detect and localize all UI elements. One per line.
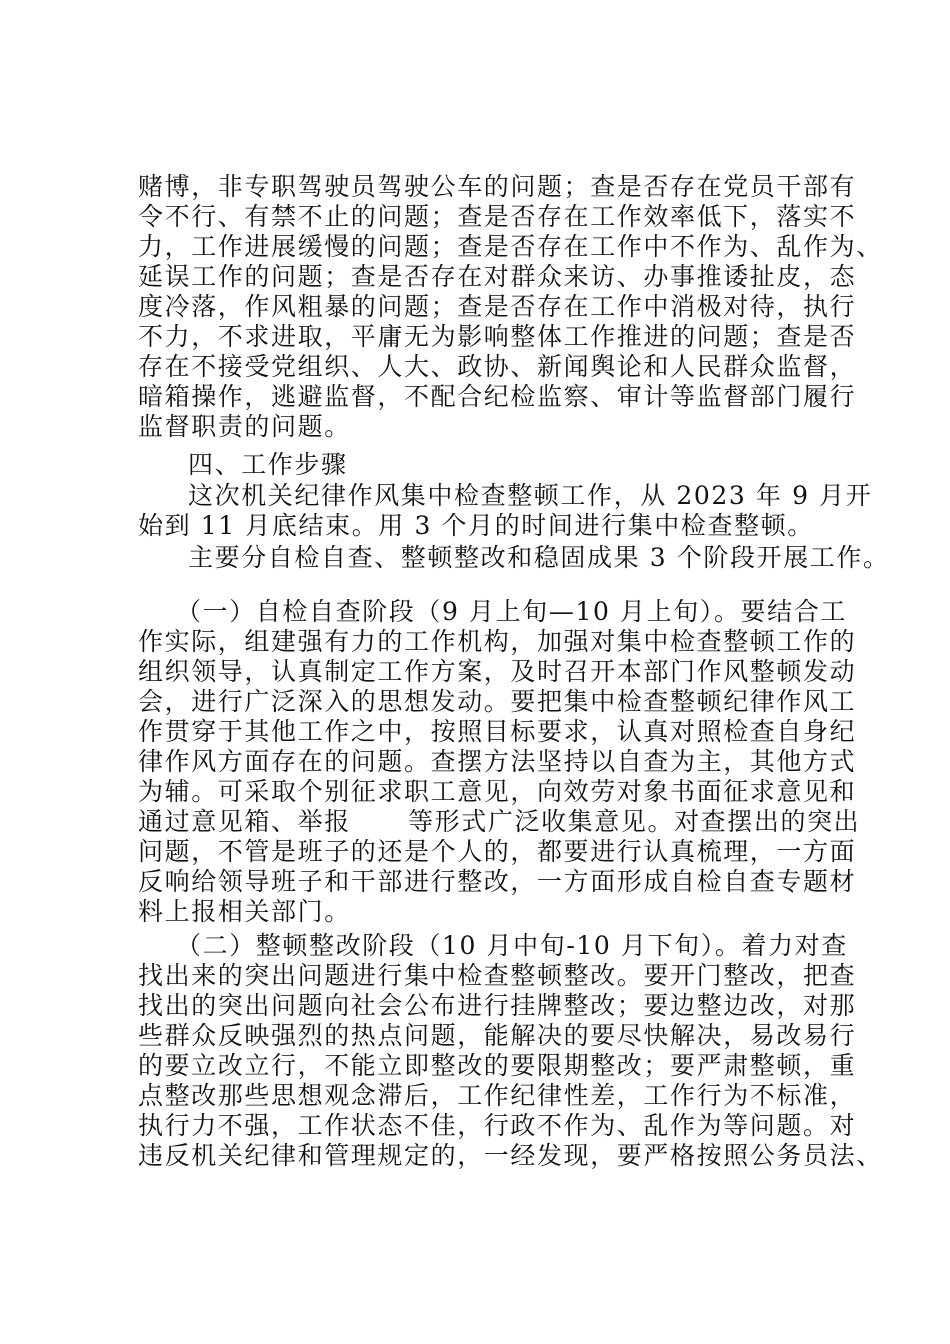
section-heading-work-steps — [138, 450, 828, 480]
text-line: 作实际，组建强有力的工作机构，加强对集中检查整顿工作的 — [138, 627, 857, 656]
text-line: 点整改那些思想观念滞后，工作纪律性差，工作行为不标准， — [138, 1081, 857, 1110]
text-line: 不力，不求进取，平庸无为影响整体工作推进的问题；查是否 — [138, 322, 857, 351]
text-line: 始到 11 月底结束。用 3 个月的时间进行集中检查整顿。 — [138, 511, 814, 540]
text-line: 找出来的突出问题进行集中检查整顿整改。要开门整改，把查 — [138, 961, 857, 990]
paragraph-inspection-items — [138, 172, 883, 442]
text-line: 律作风方面存在的问题。查摆方法坚持以自查为主，其他方式 — [138, 747, 857, 776]
text-line: 监督职责的问题。 — [138, 412, 351, 441]
text-line: 料上报相关部门。 — [138, 897, 351, 926]
text-line: 会，进行广泛深入的思想发动。要把集中检查整顿纪律作风工 — [138, 687, 857, 716]
paragraph-stage-two — [138, 931, 883, 1171]
text-line: 令不行、有禁不止的问题；查是否存在工作效率低下，落实不 — [138, 202, 857, 231]
text-line: 延误工作的问题；查是否存在对群众来访、办事推诿扯皮，态 — [138, 262, 857, 291]
paragraph-stage-one — [138, 597, 861, 927]
text-line: 反响给领导班子和干部进行整改，一方面形成自检自查专题材 — [138, 867, 857, 896]
text-line: （一）自检自查阶段（9 月上旬—10 月上旬）。要结合工 — [176, 597, 847, 626]
text-line: 这次机关纪律作风集中检查整顿工作，从 2023 年 9 月开 — [188, 481, 873, 510]
text-line: 通过意见箱、举报 等形式广泛收集意见。对查摆出的突出 — [138, 807, 861, 836]
text-line: 作贯穿于其他工作之中，按照目标要求，认真对照检查自身纪 — [138, 717, 857, 746]
text-line: 找出的突出问题向社会公布进行挂牌整改；要边整边改，对那 — [138, 991, 857, 1020]
text-line: 为辅。可采取个别征求职工意见，向效劳对象书面征求意见和 — [138, 777, 857, 806]
text-line: 的要立改立行，不能立即整改的要限期整改；要严肃整顿，重 — [138, 1051, 857, 1080]
text-line: 主要分自检自查、整顿整改和稳固成果 3 个阶段开展工作。 — [188, 543, 890, 572]
text-line: 暗箱操作，逃避监督，不配合纪检监察、审计等监督部门履行 — [138, 382, 857, 411]
paragraph-timeline — [138, 481, 873, 541]
text-line: 违反机关纪律和管理规定的，一经发现，要严格按照公务员法、 — [138, 1141, 883, 1170]
text-line: 执行力不强，工作状态不佳，行政不作为、乱作为等问题。对 — [138, 1111, 857, 1140]
text-line: 赌博，非专职驾驶员驾驶公车的问题；查是否存在党员干部有 — [138, 172, 857, 201]
text-line: 些群众反映强烈的热点问题，能解决的要尽快解决，易改易行 — [138, 1021, 857, 1050]
paragraph-stages-overview — [138, 543, 890, 573]
text-line: 存在不接受党组织、人大、政协、新闻舆论和人民群众监督， — [138, 352, 857, 381]
text-line: 组织领导，认真制定工作方案，及时召开本部门作风整顿发动 — [138, 657, 857, 686]
text-line: （二）整顿整改阶段（10 月中旬-10 月下旬）。着力对查 — [176, 931, 848, 960]
text-line: 问题，不管是班子的还是个人的，都要进行认真梳理，一方面 — [138, 837, 857, 866]
text-line: 度冷落，作风粗暴的问题；查是否存在工作中消极对待，执行 — [138, 292, 857, 321]
text-line: 力，工作进展缓慢的问题；查是否存在工作中不作为、乱作为、 — [138, 232, 883, 261]
heading-text: 四、工作步骤 — [188, 450, 348, 479]
